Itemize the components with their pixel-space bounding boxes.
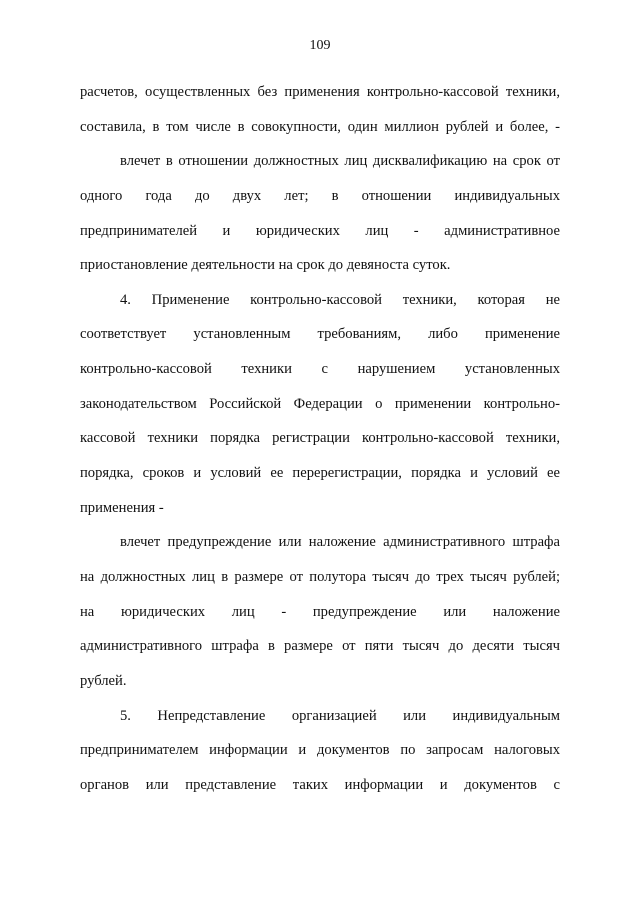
page-number: 109 (309, 38, 331, 53)
text-line: законодательством Российской Федерации о применении контрольно- (80, 395, 560, 412)
text-line: рублей. (80, 672, 127, 689)
text-line: одного года до двух лет; в отношении индивидуальных (80, 187, 560, 204)
text-line: влечет в отношении должностных лиц дисквалификацию на срок от (120, 153, 560, 170)
body-text (80, 75, 560, 802)
text-line: расчетов, осуществленных без применения контрольно-кассовой техники, (80, 84, 560, 100)
text-line: контрольно-кассовой техники с нарушением установленных (80, 361, 560, 378)
text-line: составила, в том числе в совокупности, один миллион рублей и более, - (80, 118, 560, 135)
text-line: влечет предупреждение или наложение административного штрафа (120, 534, 560, 551)
text-line: административного штрафа в размере от пяти тысяч до десяти тысяч (80, 638, 560, 655)
text-line: применения - (80, 499, 164, 516)
text-line: 5. Непредставление организацией или индивидуальным (120, 707, 560, 724)
text-line: предпринимателем информации и документов по запросам налоговых (80, 742, 560, 759)
text-line: 4. Применение контрольно-кассовой техники, которая не (120, 291, 560, 308)
text-line: приостановление деятельности на срок до девяноста суток. (80, 257, 451, 274)
text-line: предпринимателей и юридических лиц - административное (80, 222, 560, 239)
text-line: на должностных лиц в размере от полутора тысяч до трех тысяч рублей; (80, 568, 560, 585)
text-line: кассовой техники порядка регистрации контрольно-кассовой техники, (80, 430, 560, 447)
text-line: на юридических лиц - предупреждение или наложение (80, 603, 560, 620)
text-line: соответствует установленным требованиям, либо применение (80, 326, 560, 343)
text-line: порядка, сроков и условий ее перерегистрации, порядка и условий ее (80, 465, 560, 482)
text-line: органов или представление таких информации и документов с (80, 776, 560, 793)
